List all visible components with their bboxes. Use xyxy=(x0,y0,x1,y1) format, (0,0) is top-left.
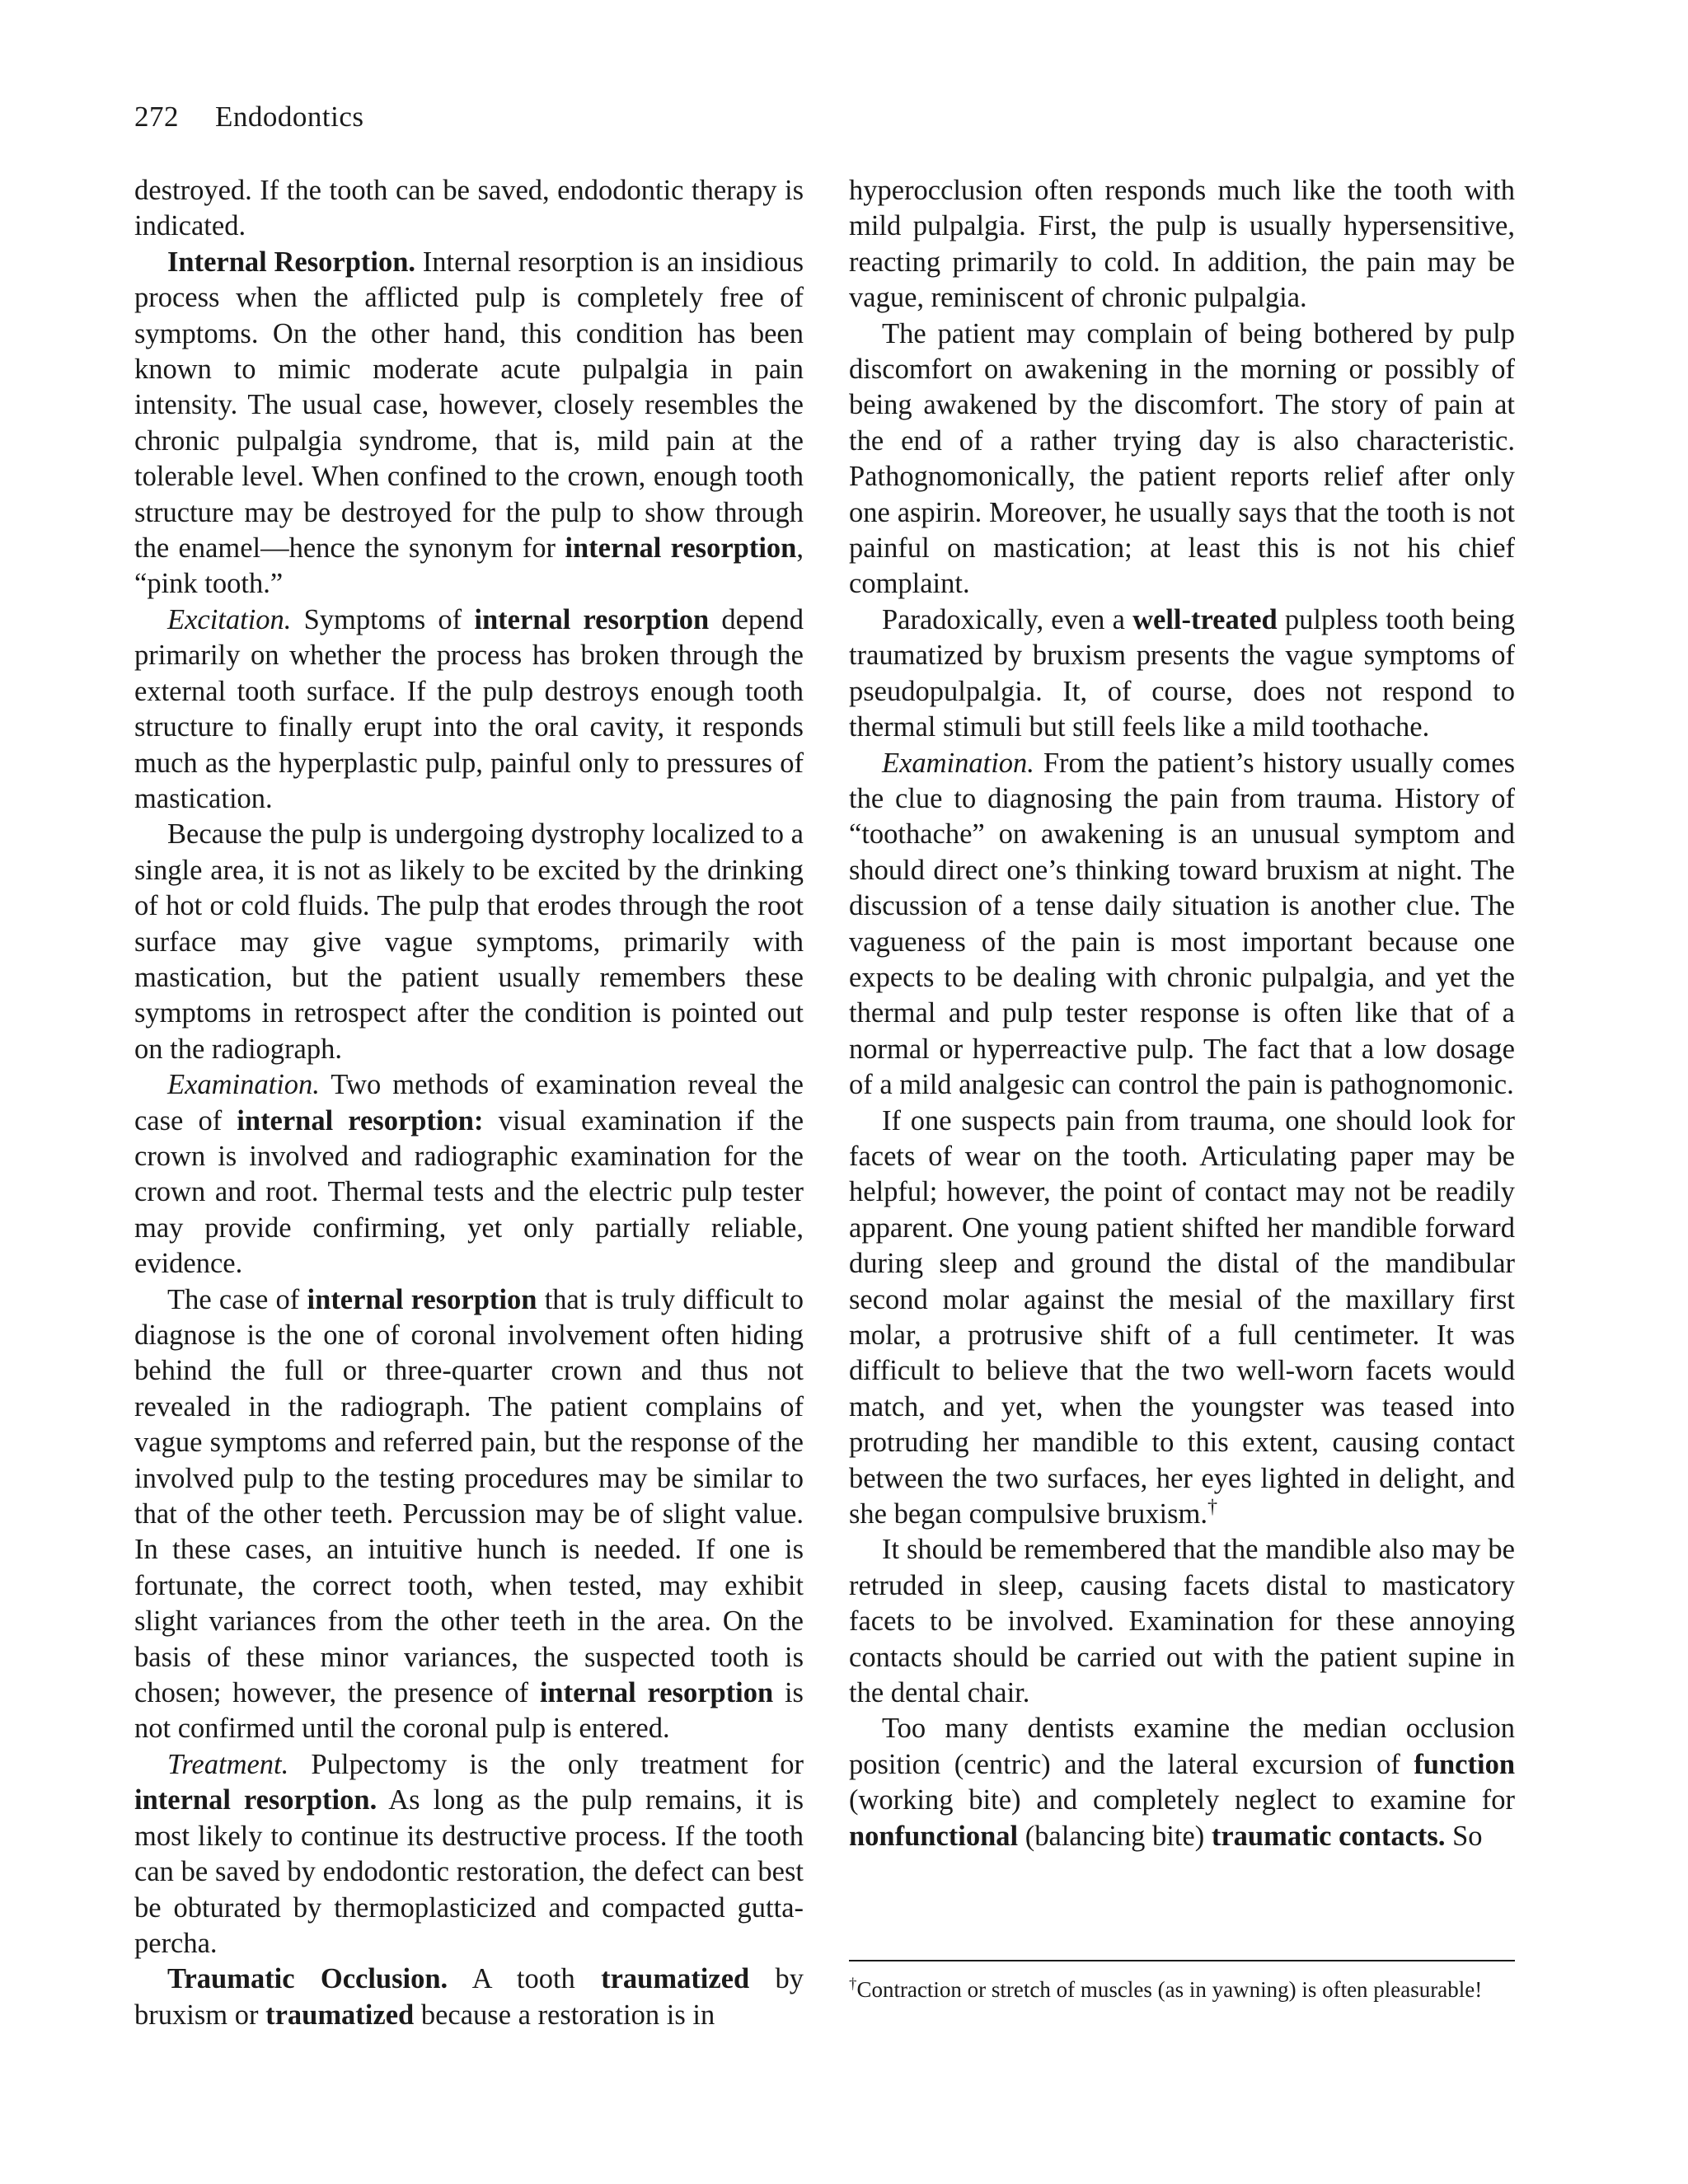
footnote-mark: † xyxy=(849,1975,857,1993)
subsection-heading: Examination. xyxy=(882,747,1034,779)
text-run: because a restoration is in xyxy=(414,1999,715,2031)
bold-term: traumatized xyxy=(265,1999,415,2031)
paragraph: The patient may complain of being bothered by pulp discomfort on awakening in the morning or possibly of being awakened by the discomfort. The story of pain at the end of a rather trying day is also characteristic. Pathognomonically, the patient reports relief after only one aspirin. Moreover, he usually says that the tooth is not painful on mastication; at least this is not his chief complaint. xyxy=(849,317,1515,600)
bold-term: internal resorption: xyxy=(237,1104,484,1137)
text-run: If one suspects pain from trauma, one should look for facets of wear on the tooth. Articulating paper may be helpful; however, the point of contact may not be readily apparent. One young patient shifted her mandible forward during sleep and ground the distal of the mandibular second molar against the mesial of the maxillary first molar, a protrusive shift of a full centimeter. It was difficult to believe that the two well-worn facets would match, and yet, when the youngster was teased into protruding her mandible to this extent, causing contact between the two surfaces, her eyes lighted in delight, and she began compulsive bruxism. xyxy=(849,1104,1515,1530)
text-run: The case of xyxy=(167,1283,307,1315)
paragraph-treatment xyxy=(134,1747,804,1961)
bold-term: function xyxy=(1414,1748,1515,1780)
paragraph xyxy=(849,1711,1515,1854)
text-run: is not confirmed until the coronal pulp is entered. xyxy=(134,1677,804,1745)
subsection-heading: Examination. xyxy=(167,1069,320,1101)
subsection-heading: Excitation. xyxy=(167,603,292,635)
text-run: , “pink tooth.” xyxy=(134,532,804,600)
footnote xyxy=(849,1975,1515,2004)
paragraph-examination xyxy=(134,1067,804,1282)
text-run: Paradoxically, even a xyxy=(882,603,1133,635)
text-run: Pulpectomy is the only treatment for xyxy=(288,1748,804,1780)
bold-term: internal resorption xyxy=(307,1283,537,1315)
text-run: pulpless tooth being traumatized by bruxism presents the vague symptoms of pseudopulpalgia. It, of course, does not respond to thermal stimuli but still feels like a mild toothache. xyxy=(849,603,1515,743)
text-run: As long as the pulp remains, it is most likely to continue its destructive process. If the tooth can be saved by endodontic restoration, the defect can best be obturated by thermoplasticized and compacted gutta-percha. xyxy=(134,1784,804,1959)
running-title: Endodontics xyxy=(215,101,364,133)
bold-term: well-treated xyxy=(1132,603,1278,635)
text-run: that is truly difficult to diagnose is the one of coronal involvement often hiding behind the full or three-quarter crown and thus not revealed in the radiograph. The patient complains of vague symptoms and referred pain, but the response of the involved pulp to the testing procedures may be similar to that of the other teeth. Percussion may be of slight value. In these cases, an intuitive hunch is needed. If one is fortunate, the correct tooth, when tested, may exhibit slight variances from the other teeth in the area. On the basis of these minor variances, the suspected tooth is chosen; however, the presence of xyxy=(134,1283,804,1709)
paragraph xyxy=(849,602,1515,746)
section-heading: Internal Resorption. xyxy=(167,246,416,278)
bold-term: traumatic contacts. xyxy=(1211,1820,1446,1852)
bold-term: internal resorption xyxy=(474,603,710,635)
text-run: Too many dentists examine the median occlusion position (centric) and the lateral excursion of xyxy=(849,1713,1515,1780)
bold-term: internal resorption. xyxy=(134,1784,377,1816)
right-column xyxy=(849,173,1515,1854)
bold-term: nonfunctional xyxy=(849,1820,1019,1852)
text-run: visual examination if the crown is involved and radiographic examination for the crown and root. Thermal tests and the electric pulp tester may provide confirming, yet only partially reliable, evidence. xyxy=(134,1104,804,1280)
subsection-heading: Treatment. xyxy=(167,1748,289,1780)
text-run: depend primarily on whether the process has broken through the external tooth surface. If the pulp destroys enough tooth structure to finally erupt into the oral cavity, it responds much as the hyperplastic pulp, painful only to pressures of mastication. xyxy=(134,603,804,814)
text-run: Internal resorption is an insidious process when the afflicted pulp is completely free of symptoms. On the other hand, this condition has been known to mimic moderate acute pulpalgia in pain intensity. The usual case, however, closely resembles the chronic pulpalgia syndrome, that is, mild pain at the tolerable level. When confined to the crown, enough tooth structure may be destroyed for the pulp to show through the enamel—hence the synonym for xyxy=(134,246,804,565)
page-number: 272 xyxy=(134,101,179,133)
text-run: Symptoms of xyxy=(291,603,475,635)
text-run: From the patient’s history usually comes the clue to diagnosing the pain from trauma. History of “toothache” on awakening is an unusual symptom and should direct one’s thinking toward bruxism at night. The discussion of a tense daily situation is another clue. The vagueness of the pain is most important because one expects to be dealing with chronic pulpalgia, and yet the thermal and pulp tester response is often like that of a normal or hyperreactive pulp. The fact that a low dosage of a mild analgesic can control the pain is pathognomonic. xyxy=(849,747,1515,1101)
paragraph-examination xyxy=(849,746,1515,1104)
section-heading: Traumatic Occlusion. xyxy=(167,1963,448,1995)
running-header xyxy=(134,97,363,137)
footnote-text: Contraction or stretch of muscles (as in yawning) is often pleasurable! xyxy=(856,1977,1483,2002)
paragraph xyxy=(134,1282,804,1747)
left-column xyxy=(134,173,804,2033)
text-run: A tooth xyxy=(448,1963,602,1995)
footnote-reference[interactable]: † xyxy=(1207,1495,1218,1518)
paragraph xyxy=(849,1104,1515,1533)
bold-term: traumatized xyxy=(601,1963,750,1995)
paragraph-traumatic-occlusion xyxy=(134,1961,804,2033)
paragraph: It should be remembered that the mandible also may be retruded in sleep, causing facets distal to masticatory facets to be involved. Examination for these annoying contacts should be carried out with the patient supine in the dental chair. xyxy=(849,1534,1515,1709)
text-run: Two methods of examination reveal the case of xyxy=(134,1069,804,1137)
footnote-divider xyxy=(849,1960,1515,1961)
text-run: (working bite) and completely neglect to examine for xyxy=(849,1784,1515,1816)
bold-term: internal resorption xyxy=(565,532,797,565)
text-run: (balancing bite) xyxy=(1018,1820,1212,1852)
text-run: So xyxy=(1445,1820,1483,1852)
text-run: by bruxism or xyxy=(134,1963,804,2031)
paragraph: destroyed. If the tooth can be saved, endodontic therapy is indicated. xyxy=(134,175,804,242)
paragraph-excitation xyxy=(134,602,804,817)
paragraph-internal-resorption xyxy=(134,245,804,602)
bold-term: internal resorption xyxy=(539,1677,774,1709)
paragraph: hyperocclusion often responds much like the tooth with mild pulpalgia. First, the pulp is usually hypersensitive, reacting primarily to cold. In addition, the pain may be vague, reminiscent of chronic pulpalgia. xyxy=(849,175,1515,314)
paragraph: Because the pulp is undergoing dystrophy localized to a single area, it is not as likely to be excited by the drinking of hot or cold fluids. The pulp that erodes through the root surface may give vague symptoms, primarily with mastication, but the patient usually remembers these symptoms in retrospect after the condition is pointed out on the radiograph. xyxy=(134,818,804,1065)
